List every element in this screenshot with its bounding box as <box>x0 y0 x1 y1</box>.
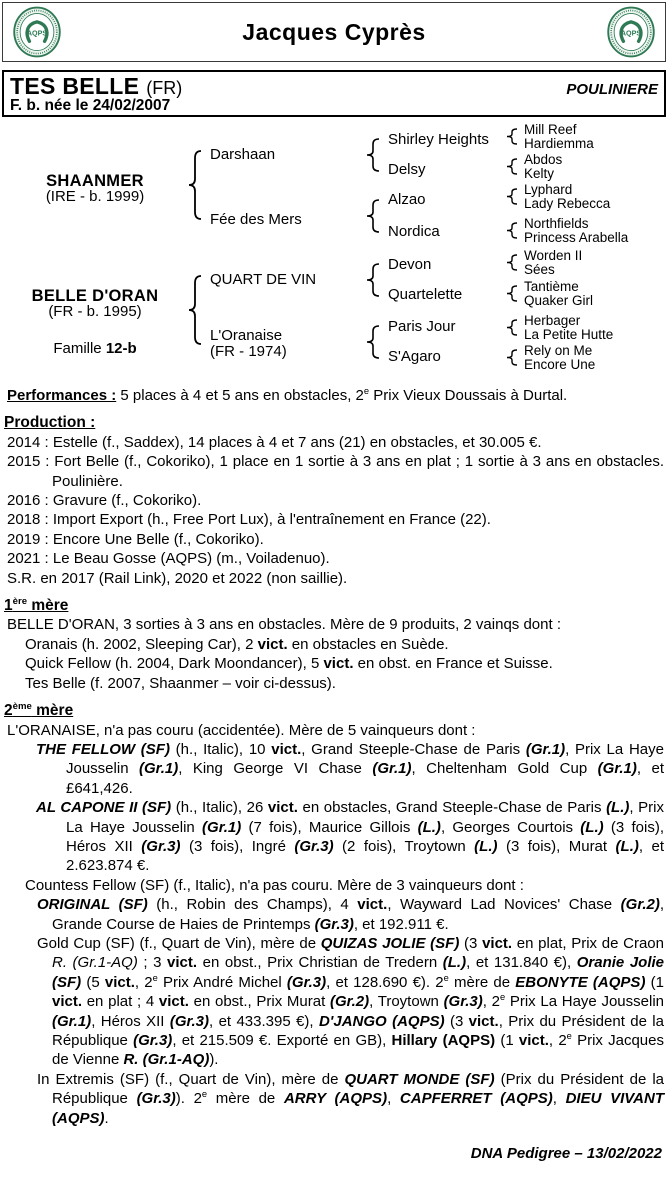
horse-name: TES BELLE <box>10 73 140 99</box>
production-line: 2018 : Import Export (h., Free Port Lux), à l'entraînement en France (22). <box>7 511 491 529</box>
gen2-name: L'Oranaise <box>210 327 283 344</box>
first-dam-heading: 1ère mère <box>4 595 69 615</box>
gen4-pair <box>524 123 594 150</box>
production-line: 2021 : Le Beau Gosse (AQPS) (m., Voiladenuo). <box>7 550 330 568</box>
pedigree-bracket <box>366 199 380 233</box>
gen4-name: Lyphard <box>524 182 573 197</box>
pedigree-bracket <box>506 349 518 366</box>
gen4-pair <box>524 217 628 244</box>
status-label: POULINIERE <box>566 81 658 98</box>
sire-detail: (IRE - b. 1999) <box>45 188 145 205</box>
first-dam-offspring: Tes Belle (f. 2007, Shaanmer – voir ci-dessus). <box>25 674 336 692</box>
dam-node <box>0 288 190 320</box>
gen4-pair <box>524 183 610 210</box>
gen4-name: La Petite Hutte <box>524 326 614 342</box>
first-dam-offspring: Oranais (h. 2002, Sleeping Car), 2 vict. en obstacles en Suède. <box>25 635 449 653</box>
gen4-name: Encore Une <box>524 356 596 372</box>
pedigree-bracket <box>188 275 202 345</box>
gen4-name: Rely on Me <box>524 343 593 358</box>
gen4-name: Hardiemma <box>524 135 594 151</box>
second-dam-heading: 2ème mère <box>4 700 74 720</box>
gen4-pair <box>524 280 593 307</box>
gen2-node <box>210 328 287 360</box>
aqps-logo-icon <box>605 5 657 59</box>
first-dam-offspring: Quick Fellow (h. 2004, Dark Moondancer), 5 vict. en obst. en France et Suisse. <box>25 655 553 673</box>
famille-line: Famille 12-b <box>53 340 137 357</box>
second-dam-paragraph: L'ORANAISE, n'a pas couru (accidentée). Mère de 5 vainqueurs dont : <box>7 721 476 739</box>
pedigree-bracket <box>366 325 380 359</box>
gen4-name: Abdos <box>524 152 563 167</box>
document-footer: DNA Pedigree – 13/02/2022 <box>470 1145 662 1162</box>
gen4-pair <box>524 153 562 180</box>
third-generation-offspring: In Extremis (SF) (f., Quart de Vin), mère de QUART MONDE (SF) (Prix du Président de la République (Gr.3)). 2e mère de ARRY (AQPS), CAPFERRET (AQPS), DIEU VIVANT (AQPS). <box>37 1070 664 1127</box>
gen4-name: Mill Reef <box>524 122 577 137</box>
gen4-pair <box>524 344 595 371</box>
production-heading: Production : <box>4 414 96 432</box>
third-generation-offspring: Gold Cup (SF) (f., Quart de Vin), mère de QUIZAS JOLIE (SF) (3 vict. en plat, Prix de Craon R. (Gr.1-AQ) ; 3 vict. en obst., Prix Christian de Tredern (L.), et 131.840 €), Oranie Jolie (SF) (5 vict., 2e Prix André Michel (Gr.3), et 128.690 €). 2e mère de EBONYTE (AQPS) (1 vict. en plat ; 4 vict. en obst., Prix Murat (Gr.2), Troytown (Gr.3), 2e Prix La Haye Jousselin (Gr.1), Héros XII (Gr.3), et 433.395 €), D'JANGO (AQPS) (3 vict., Prix du Président de la République (Gr.3), et 215.509 €. Exporté en GB), Hillary (AQPS) (1 vict., 2e Prix Jacques de Vienne R. (Gr.1-AQ)). <box>37 934 665 1069</box>
gen4-name: Kelty <box>524 165 555 181</box>
dam-detail: (FR - b. 1995) <box>48 303 142 320</box>
pedigree-bracket <box>506 222 518 239</box>
first-dam-paragraph: BELLE D'ORAN, 3 sorties à 3 ans en obstacles. Mère de 9 produits, 2 vainqs dont : <box>7 616 561 634</box>
production-line: 2019 : Encore Une Belle (f., Cokoriko). <box>7 530 264 548</box>
gen4-name: Worden II <box>524 248 583 263</box>
pedigree-bracket <box>366 263 380 297</box>
aqps-logo-icon <box>11 5 63 59</box>
second-dam-offspring: Countess Fellow (SF) (f., Italic), n'a pas couru. Mère de 3 vainqueurs dont : <box>25 876 524 894</box>
gen4-pair <box>524 249 582 276</box>
gen3-node: Paris Jour <box>388 318 456 335</box>
gen3-node: Quartelette <box>388 286 463 303</box>
gen3-node: Devon <box>388 256 432 273</box>
header <box>2 2 666 62</box>
production-line: S.R. en 2017 (Rail Link), 2020 et 2022 (non saillie). <box>7 569 348 587</box>
horse-country: (FR) <box>146 78 183 98</box>
pedigree-bracket <box>506 128 518 145</box>
pedigree-bracket <box>506 319 518 336</box>
gen3-node: Nordica <box>388 223 440 240</box>
gen4-name: Sées <box>524 261 555 277</box>
pedigree-bracket <box>188 150 202 220</box>
performances-paragraph: Performances : 5 places à 4 et 5 ans en obstacles, 2e Prix Vieux Doussais à Durtal. <box>7 386 568 404</box>
gen4-name: Quaker Girl <box>524 292 594 308</box>
gen4-name: Princess Arabella <box>524 229 629 245</box>
gen4-name: Northfields <box>524 216 589 231</box>
third-generation-offspring: ORIGINAL (SF) (h., Robin des Champs), 4 vict., Wayward Lad Novices' Chase (Gr.2), Grande Course de Haies de Printemps (Gr.3), et 192.911 €. <box>37 896 665 933</box>
gen4-name: Tantième <box>524 279 579 294</box>
production-line: 2015 : Fort Belle (f., Cokoriko), 1 place en 1 sortie à 3 ans en plat ; 1 sortie à 3 ans en obstacles. Poulinière. <box>7 453 664 490</box>
sire-node <box>0 173 190 205</box>
pedigree-bracket <box>506 158 518 175</box>
horse-title-bar <box>2 70 666 117</box>
breeder-title: Jacques Cyprès <box>242 18 426 45</box>
gen2-node: Darshaan <box>210 146 276 163</box>
body-text <box>4 386 664 1128</box>
gen2-node: Fée des Mers <box>210 211 302 228</box>
pedigree-bracket <box>506 254 518 271</box>
pedigree-bracket <box>506 188 518 205</box>
birth-info: F. b. née le 24/02/2007 <box>10 97 171 114</box>
second-dam-offspring: THE FELLOW (SF) (h., Italic), 10 vict., Grand Steeple-Chase de Paris (Gr.1), Prix La Haye Jousselin (Gr.1), King George VI Chase (Gr.1), Cheltenham Gold Cup (Gr.1), et £641,426. <box>36 740 665 797</box>
pedigree-bracket <box>366 138 380 172</box>
gen3-node: Delsy <box>388 161 426 178</box>
gen2-detail: (FR - 1974) <box>210 343 287 360</box>
second-dam-offspring: AL CAPONE II (SF) (h., Italic), 26 vict. en obstacles, Grand Steeple-Chase de Paris (L.), Prix La Haye Jousselin (Gr.1) (7 fois), Maurice Gillois (L.), Georges Courtois (L.) (3 fois), Héros XII (Gr.3) (3 fois), Ingré (Gr.3) (2 fois), Troytown (L.) (3 fois), Murat (L.), et 2.623.874 €. <box>36 799 665 875</box>
svg-text:AQPS: AQPS <box>26 29 48 38</box>
gen4-name: Lady Rebecca <box>524 195 611 211</box>
gen3-node: Alzao <box>388 191 426 208</box>
pedigree-bracket <box>506 285 518 302</box>
sire-name: SHAANMER <box>46 172 144 190</box>
production-line: 2014 : Estelle (f., Saddex), 14 places à 4 et 7 ans (21) en obstacles, et 30.005 €. <box>7 433 542 451</box>
production-line: 2016 : Gravure (f., Cokoriko). <box>7 492 202 510</box>
gen4-pair <box>524 314 613 341</box>
gen3-node: S'Agaro <box>388 348 441 365</box>
pedigree-tree <box>0 120 668 382</box>
gen4-name: Herbager <box>524 313 581 328</box>
svg-text:AQPS: AQPS <box>620 29 642 38</box>
dam-name: BELLE D'ORAN <box>31 287 159 305</box>
gen3-node: Shirley Heights <box>388 131 489 148</box>
gen2-node: QUART DE VIN <box>210 271 317 288</box>
